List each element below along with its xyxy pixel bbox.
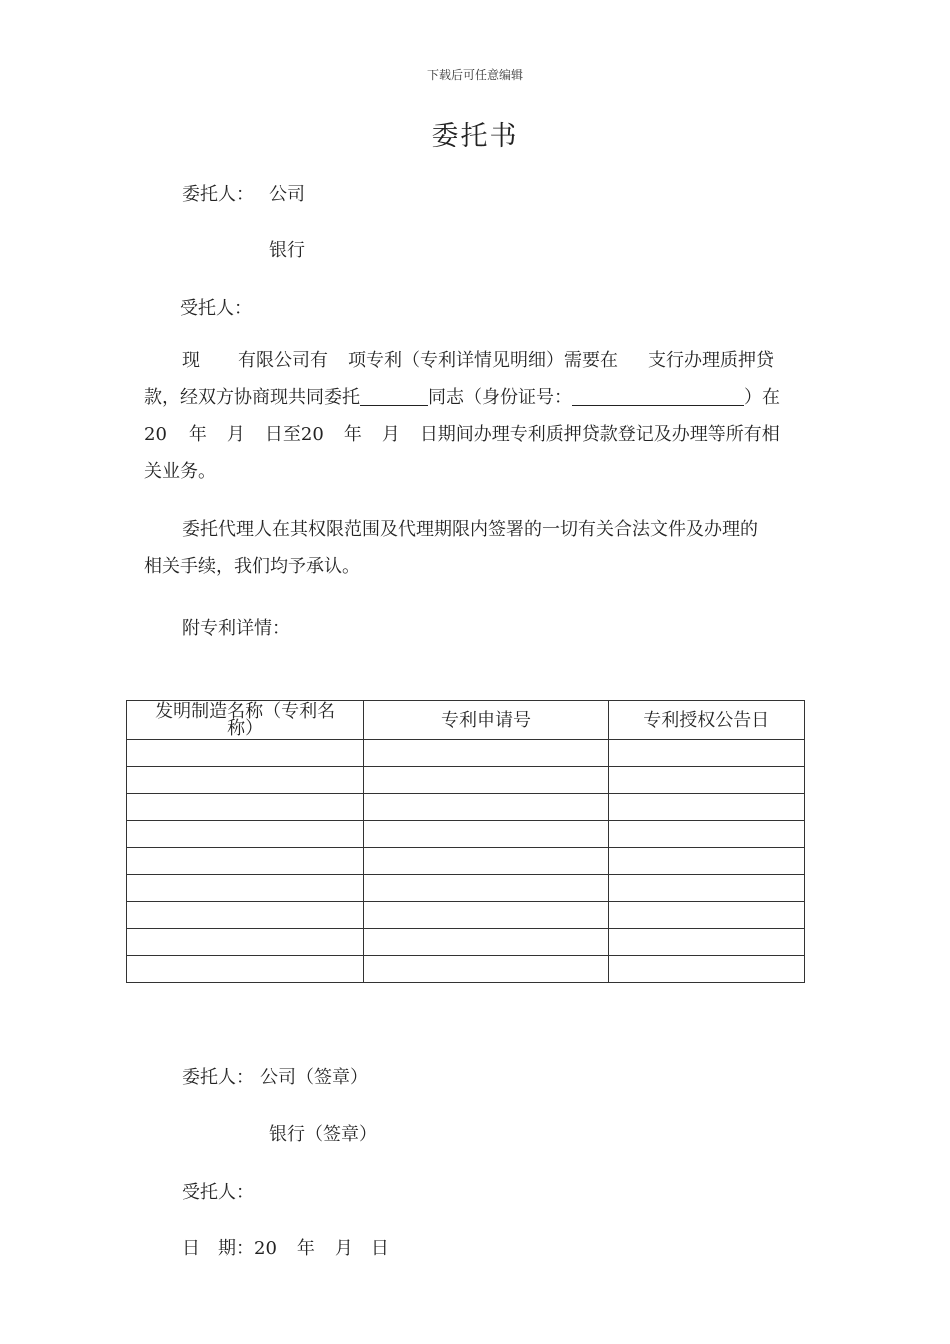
date-label-qi: 期：: [218, 1238, 254, 1259]
column-header-name: [127, 701, 364, 740]
table-cell: [608, 848, 804, 875]
text-month: 月: [226, 424, 245, 445]
signature-date: [182, 1234, 389, 1260]
text-entrust: 款，经双方协商现共同委托: [144, 387, 360, 408]
principal-company: 公司: [269, 184, 305, 205]
table-row: [127, 956, 805, 983]
paragraph-1-line-2: [144, 379, 806, 416]
date-year-prefix: 20: [254, 1238, 277, 1259]
table-cell: [608, 794, 804, 821]
signature-principal-company: 公司（签章）: [260, 1067, 368, 1088]
table-cell: [364, 848, 608, 875]
signature-bank: 银行（签章）: [269, 1124, 377, 1145]
document-title: 委托书: [431, 121, 519, 152]
text-month-2: 月: [381, 424, 400, 445]
date-year: 年: [296, 1238, 315, 1259]
table-cell: [127, 902, 364, 929]
table-row: [127, 929, 805, 956]
table-cell: [127, 848, 364, 875]
patent-table: [126, 700, 805, 983]
table-cell: [127, 794, 364, 821]
signature-principal-label: 委托人：: [182, 1067, 254, 1088]
table-cell: [608, 929, 804, 956]
text-xian: 现: [182, 350, 200, 371]
blank-id-number: [572, 387, 744, 406]
table-cell: [608, 821, 804, 848]
table-cell: [127, 956, 364, 983]
column-header-grant-date: 专利授权公告日: [608, 701, 804, 740]
table-row: [127, 740, 805, 767]
table-cell: [608, 956, 804, 983]
attachment-label: 附专利详情：: [182, 618, 290, 639]
paragraph-1-line-4: 关业务。: [144, 461, 216, 482]
table-cell: [127, 740, 364, 767]
principal-label: 委托人：: [182, 184, 254, 205]
text-patents-need: 项专利（专利详情见明细）需要在: [348, 350, 618, 371]
text-year: 年: [188, 424, 207, 445]
paragraph-1: [144, 342, 806, 490]
date-day: 日: [370, 1238, 389, 1259]
text-year-prefix: 20: [144, 424, 167, 445]
text-id-number: 同志（身份证号：: [428, 387, 572, 408]
table-cell: [364, 902, 608, 929]
table-cell: [364, 767, 608, 794]
table-cell: [127, 875, 364, 902]
text-at: ）在: [744, 387, 780, 408]
column-header-name-line-2: 称）: [227, 718, 264, 739]
table-row: [127, 794, 805, 821]
table-row: [127, 875, 805, 902]
table-header-row: [127, 701, 805, 740]
table-cell: [608, 740, 804, 767]
table-cell: [364, 821, 608, 848]
table-row: [127, 821, 805, 848]
table-cell: [364, 875, 608, 902]
column-header-name-line-1: 发明制造名称（专利名: [155, 701, 336, 722]
paragraph-2: [144, 511, 806, 585]
signature-agent-label: 受托人：: [182, 1182, 254, 1203]
text-branch-loan: 支行办理质押贷: [648, 350, 774, 371]
text-day-to: 日至20: [264, 424, 324, 445]
header-note: 下载后可任意编辑: [426, 68, 523, 82]
table-cell: [127, 821, 364, 848]
table-cell: [127, 767, 364, 794]
paragraph-1-line-3: [144, 416, 806, 453]
table-cell: [608, 767, 804, 794]
table-cell: [364, 929, 608, 956]
column-header-application-number: 专利申请号: [364, 701, 608, 740]
table-cell: [127, 929, 364, 956]
paragraph-1-line-1: [144, 342, 806, 379]
table-cell: [364, 794, 608, 821]
table-cell: [364, 956, 608, 983]
date-label-ri: 日: [182, 1238, 200, 1259]
table-cell: [364, 740, 608, 767]
date-month: 月: [334, 1238, 353, 1259]
table-row: [127, 902, 805, 929]
table-row: [127, 848, 805, 875]
table-row: [127, 767, 805, 794]
text-period-business: 日期间办理专利质押贷款登记及办理等所有相: [419, 424, 780, 445]
table-cell: [608, 902, 804, 929]
agent-label: 受托人：: [180, 298, 252, 319]
table-cell: [608, 875, 804, 902]
principal-bank: 银行: [269, 240, 305, 261]
paragraph-2-line-2: 相关手续，我们均予承认。: [144, 556, 360, 577]
text-company: 有限公司有: [238, 350, 328, 371]
text-year-2: 年: [343, 424, 362, 445]
blank-agent-name: [360, 387, 428, 406]
paragraph-2-line-1: 委托代理人在其权限范围及代理期限内签署的一切有关合法文件及办理的: [182, 519, 758, 540]
